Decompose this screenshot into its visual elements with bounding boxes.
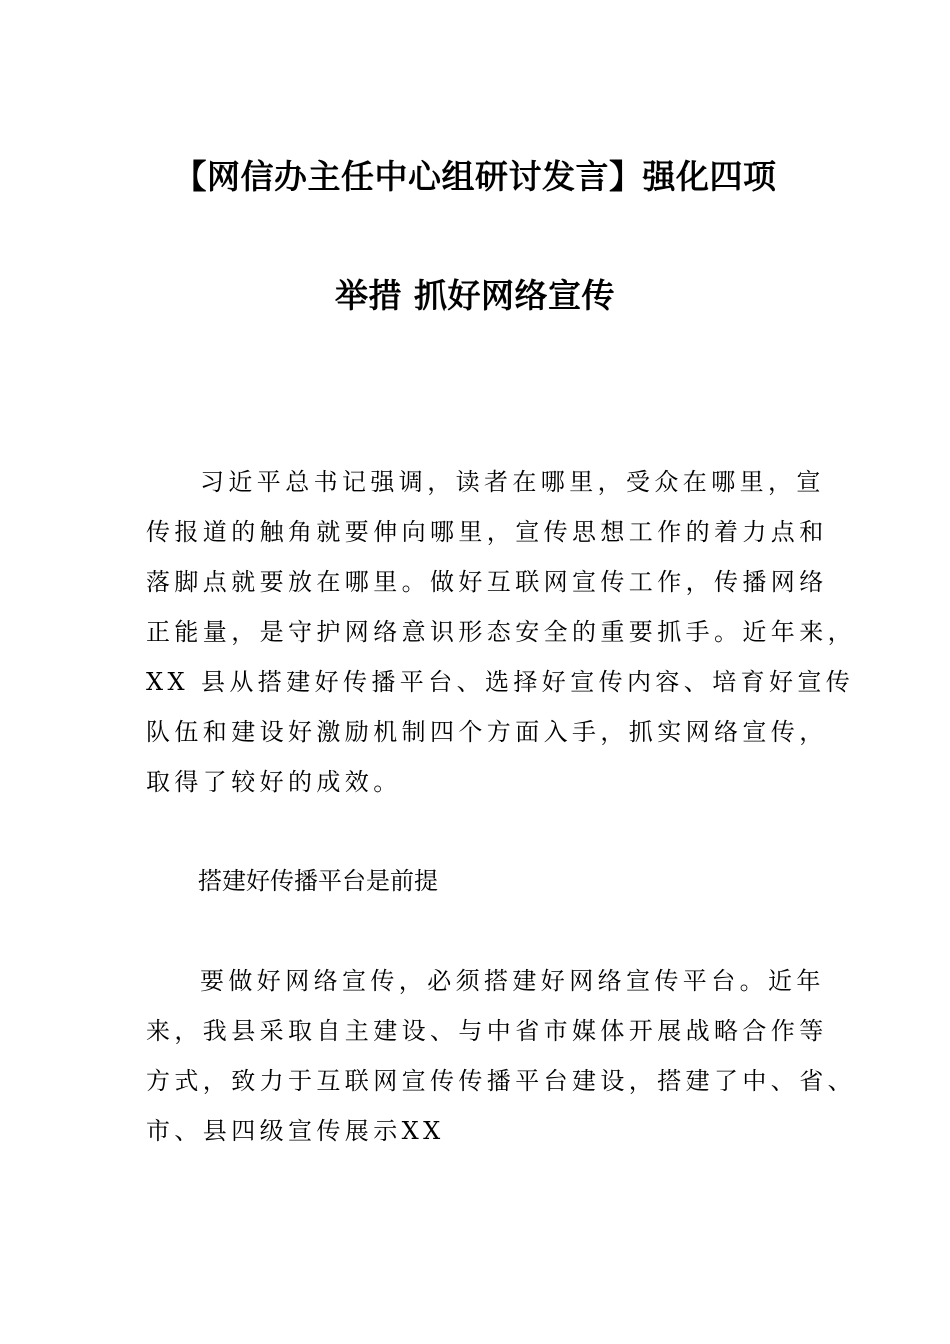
paragraph-line: 落脚点就要放在哪里。做好互联网宣传工作，传播网络 xyxy=(146,568,828,596)
paragraph-line: 方式，致力于互联网宣传传播平台建设，搭建了中、省、 xyxy=(146,1067,856,1095)
paragraph-line: 来，我县采取自主建设、与中省市媒体开展战略合作等 xyxy=(146,1017,828,1045)
paragraph-line: 队伍和建设好激励机制四个方面入手，抓实网络宣传， xyxy=(146,718,828,746)
paragraph-line: 传报道的触角就要伸向哪里，宣传思想工作的着力点和 xyxy=(146,518,828,546)
document-title-line-2: 举措 抓好网络宣传 xyxy=(335,276,615,315)
document-title-line-1: 【网信办主任中心组研讨发言】强化四项 xyxy=(173,157,777,196)
paragraph-line: XX 县从搭建好传播平台、选择好宣传内容、培育好宣传 xyxy=(146,668,855,696)
paragraph-line: 正能量，是守护网络意识形态安全的重要抓手。近年来， xyxy=(146,618,856,646)
paragraph-line: 要做好网络宣传，必须搭建好网络宣传平台。近年 xyxy=(200,967,825,995)
paragraph-line: 取得了较好的成效。 xyxy=(146,768,402,796)
paragraph-line: 习近平总书记强调，读者在哪里，受众在哪里，宣 xyxy=(200,468,825,496)
paragraph-line: 市、县四级宣传展示XX xyxy=(146,1117,445,1145)
section-heading: 搭建好传播平台是前提 xyxy=(198,867,438,895)
